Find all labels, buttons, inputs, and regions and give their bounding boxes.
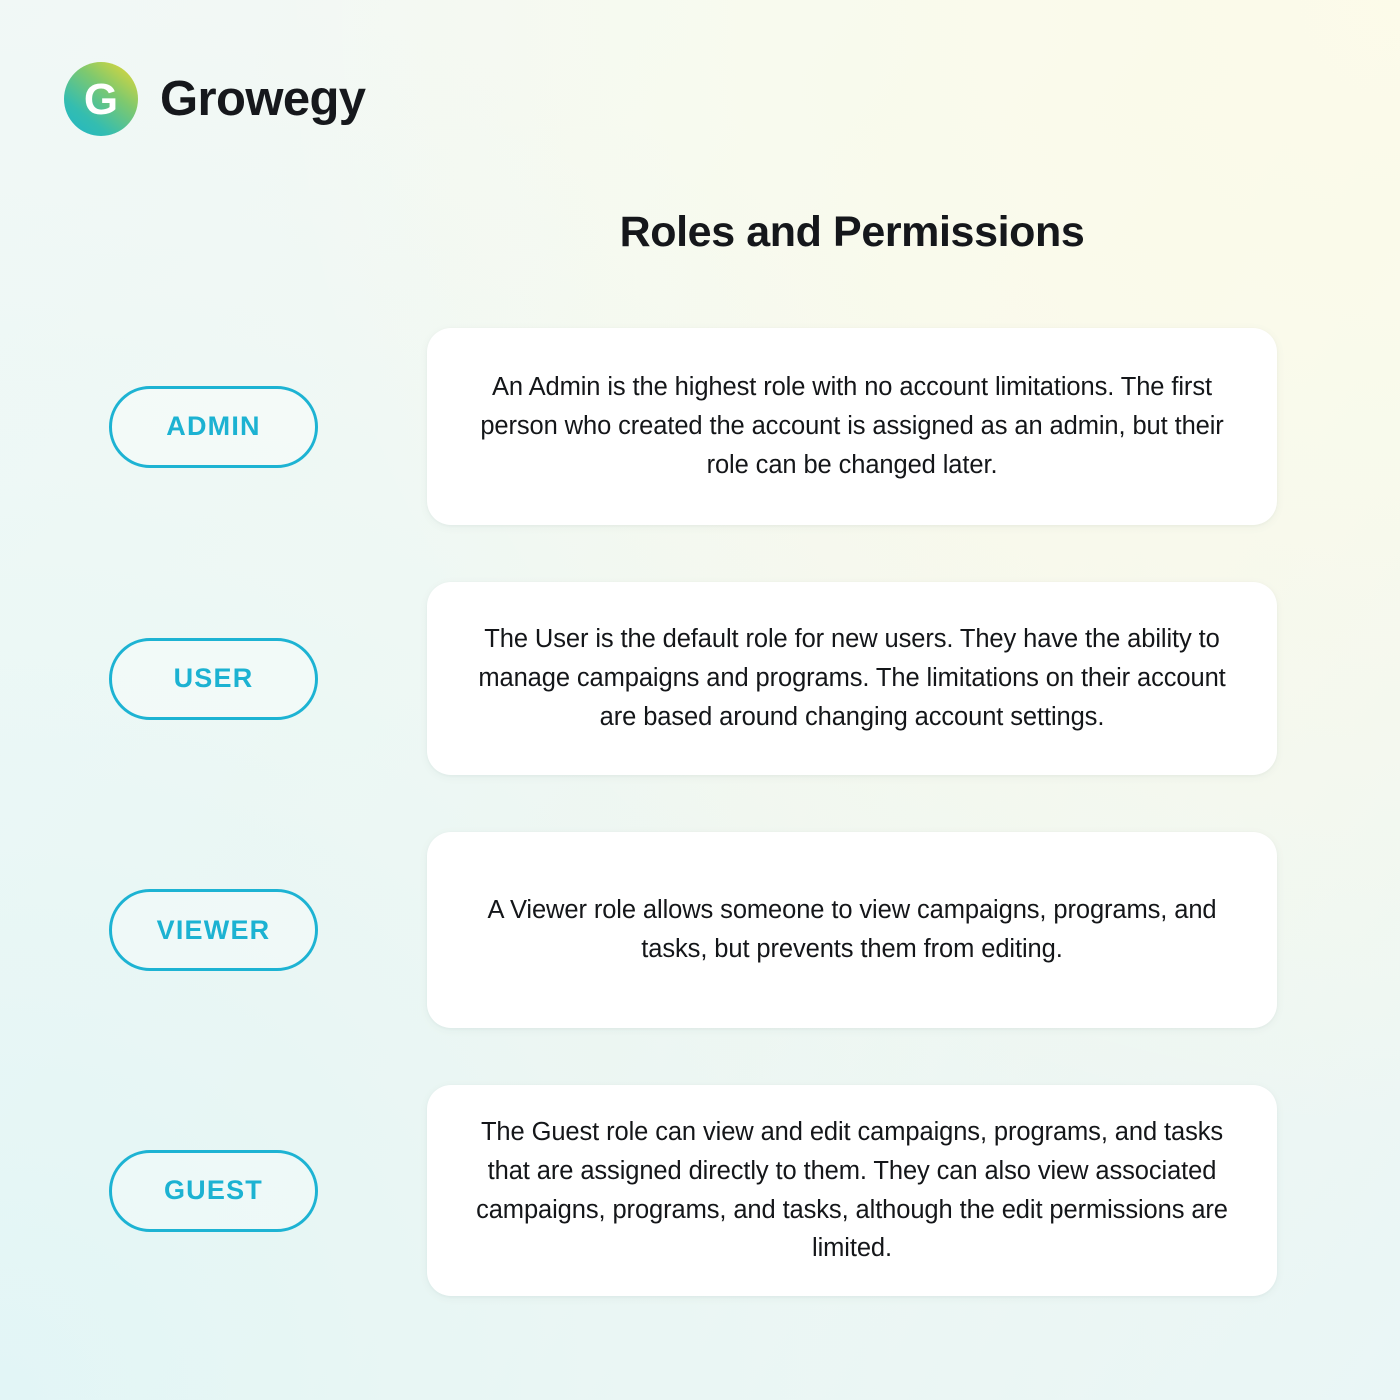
role-card-admin xyxy=(427,328,1277,525)
role-description: The User is the default role for new users. They have the ability to manage campaigns and programs. The limitations on their account are based around changing account settings. xyxy=(478,625,1226,731)
role-pill-cell xyxy=(0,638,427,720)
role-card-guest xyxy=(427,1085,1277,1296)
role-badge-viewer[interactable]: VIEWER xyxy=(109,889,318,971)
role-description: A Viewer role allows someone to view campaigns, programs, and tasks, but prevents them from editing. xyxy=(487,896,1217,963)
brand-header xyxy=(64,62,365,136)
page-title: Roles and Permissions xyxy=(619,208,1085,256)
role-badge-user[interactable]: USER xyxy=(109,638,318,720)
brand-name: Growegy xyxy=(160,71,366,126)
role-row xyxy=(0,832,1400,1028)
role-description: An Admin is the highest role with no account limitations. The first person who created the account is assigned as an admin, but their role can be changed later. xyxy=(480,373,1224,479)
role-card-user xyxy=(427,582,1277,775)
svg-text:G: G xyxy=(83,75,119,124)
role-pill-cell xyxy=(0,889,427,971)
role-row xyxy=(0,328,1400,525)
roles-list xyxy=(0,328,1400,1296)
role-badge-guest[interactable]: GUEST xyxy=(109,1150,318,1232)
role-row xyxy=(0,582,1400,775)
role-pill-cell xyxy=(0,1150,427,1232)
role-badge-admin[interactable]: ADMIN xyxy=(109,386,318,468)
role-card-viewer xyxy=(427,832,1277,1028)
role-description: The Guest role can view and edit campaigns, programs, and tasks that are assigned directly to them. They can also view associated campaigns, programs, and tasks, although the edit permissions are limited. xyxy=(476,1118,1228,1263)
growegy-g-logo-icon xyxy=(64,62,138,136)
role-pill-cell xyxy=(0,386,427,468)
role-row xyxy=(0,1085,1400,1296)
